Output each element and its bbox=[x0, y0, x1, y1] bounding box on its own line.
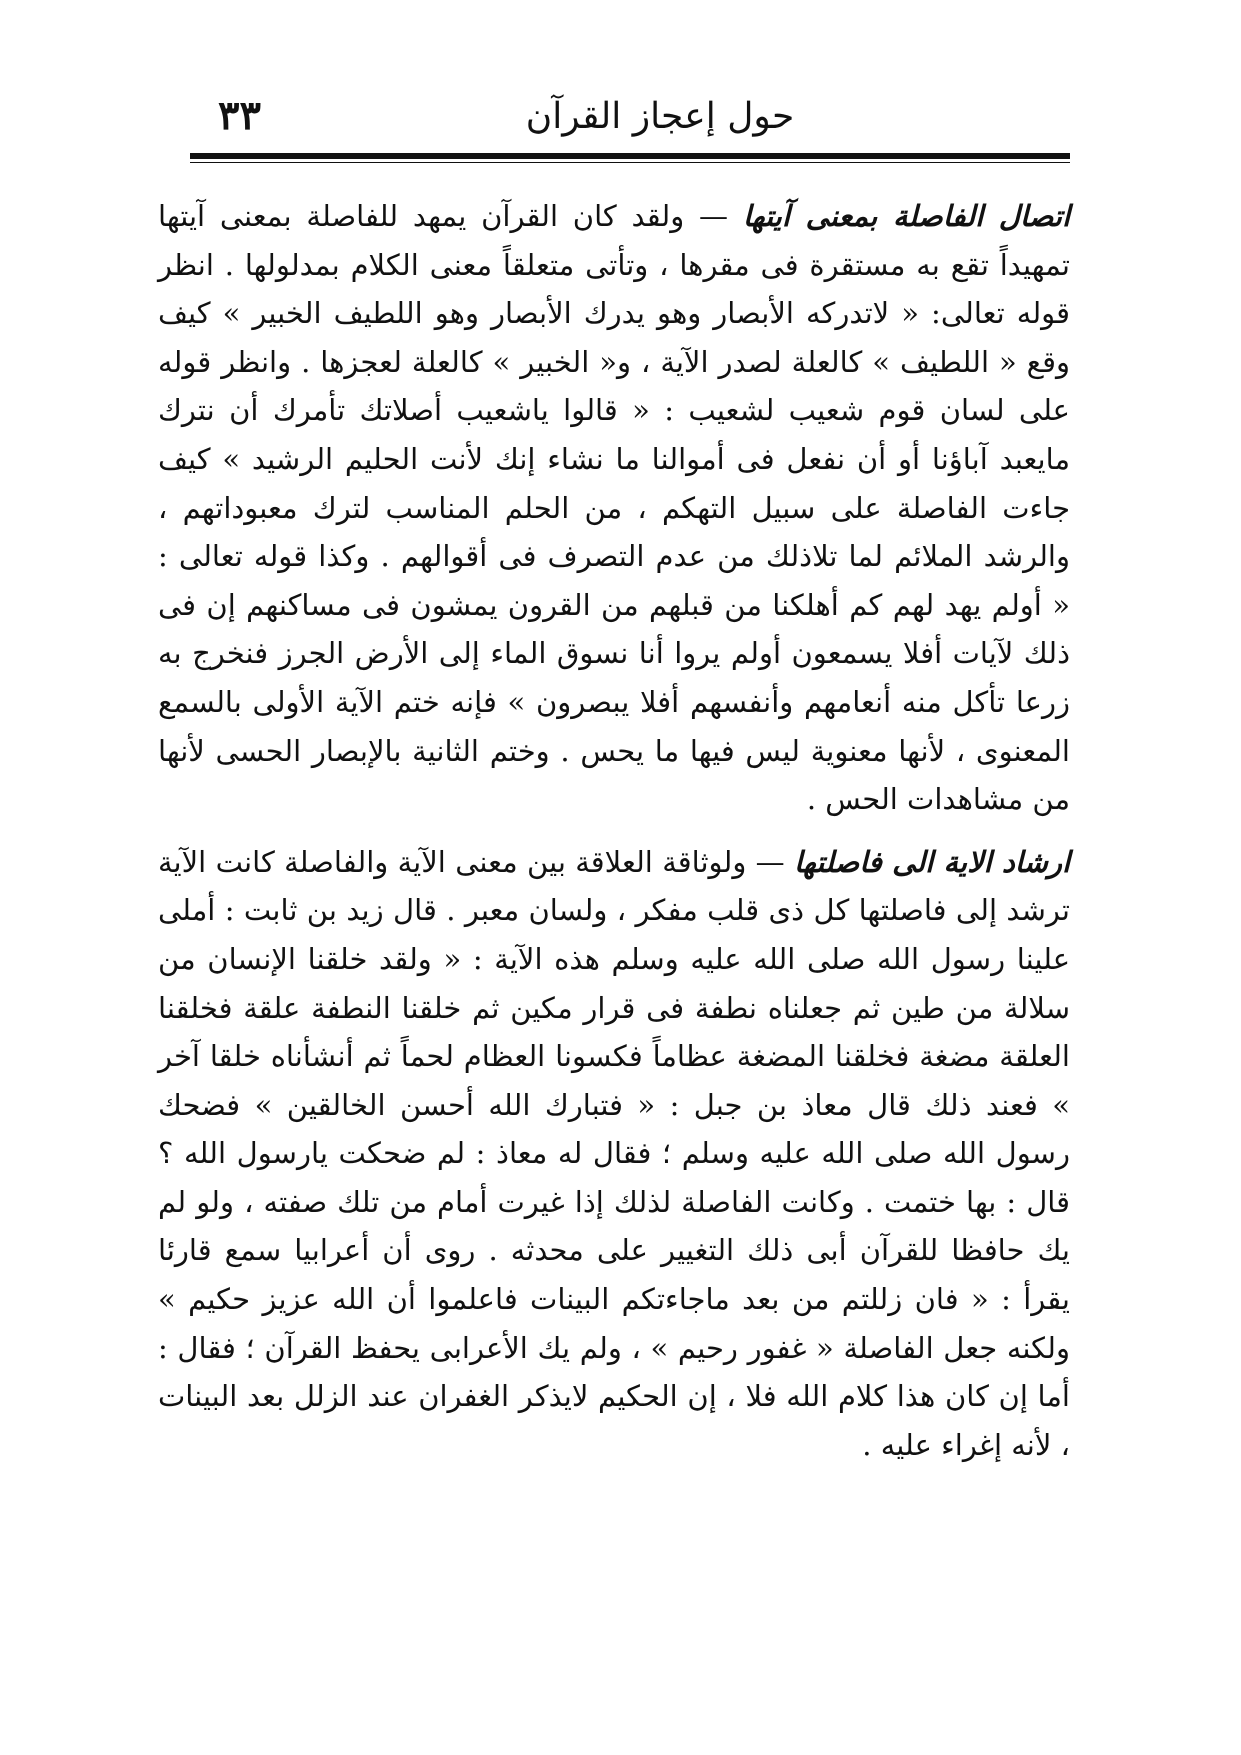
page-header bbox=[190, 90, 1070, 150]
paragraph-section-2 bbox=[158, 838, 1070, 1470]
section-heading-2: ارشاد الاية الى فاصلتها bbox=[794, 844, 1071, 879]
section-text-1: — ولقد كان القرآن يمهد للفاصلة بمعنى آيتها تمهيداً تقع به مستقرة فى مقرها ، وتأتى متعلقاً معنى الكلام بمدلولها . انظر قوله تعالى: « لاتدركه الأبصار وهو يدرك الأبصار وهو اللطيف الخبير » كيف وقع « اللطيف » كالعلة لصدر الآية ، و« الخبير » كالعلة لعجزها . وانظر قوله على لسان قوم شعيب لشعيب : « قالوا ياشعيب أصلاتك تأمرك أن نترك مايعبد آباؤنا أو أن نفعل فى أموالنا ما نشاء إنك لأنت الحليم الرشيد » كيف جاءت الفاصلة على سبيل التهكم ، من الحلم المناسب لترك معبوداتهم ، والرشد الملائم لما تلاذلك من عدم التصرف فى أقوالهم . وكذا قوله تعالى : « أولم يهد لهم كم أهلكنا من قبلهم من القرون يمشون فى مساكنهم إن فى ذلك لآيات أفلا يسمعون أولم يروا أنا نسوق الماء إلى الأرض الجرز فنخرج به زرعا تأكل منه أنعامهم وأنفسهم أفلا يبصرون » فإنه ختم الآية الأولى بالسمع المعنوى ، لأنها معنوية ليس فيها ما يحس . وختم الثانية بالإبصار الحسى لأنها من مشاهدات الحس . bbox=[158, 199, 1070, 817]
section-heading-1: اتصال الفاصلة بمعنى آيتها bbox=[742, 199, 1070, 233]
body-text bbox=[158, 192, 1070, 1469]
header-rule-thick bbox=[190, 153, 1070, 159]
header-rule-thin bbox=[190, 162, 1070, 163]
paragraph-section-1 bbox=[158, 192, 1070, 824]
page-number: ٣٣ bbox=[218, 92, 261, 139]
section-text-2: — ولوثاقة العلاقة بين معنى الآية والفاصلة كانت الآية ترشد إلى فاصلتها كل ذى قلب مفكر ، ولسان معبر . قال زيد بن ثابت : أملى علينا رسول الله صلى الله عليه وسلم هذه الآية : « ولقد خلقنا الإنسان من سلالة من طين ثم جعلناه نطفة فى قرار مكين ثم خلقنا النطفة علقة فخلقنا العلقة مضغة فخلقنا المضغة عظاماً فكسونا العظام لحماً ثم أنشأناه خلقا آخر » فعند ذلك قال معاذ بن جبل : « فتبارك الله أحسن الخالقين » فضحك رسول الله صلى الله عليه وسلم ؛ فقال له معاذ : لم ضحكت يارسول الله ؟ قال : بها ختمت . وكانت الفاصلة لذلك إذا غيرت أمام من تلك صفته ، ولو لم يك حافظا للقرآن أبى ذلك التغيير على محدثه . روى أن أعرابيا سمع قارئا يقرأ : « فان زللتم من بعد ماجاءتكم البينات فاعلموا أن الله عزيز حكيم » ولكنه جعل الفاصلة « غفور رحيم » ، ولم يك الأعرابى يحفظ القرآن ؛ فقال : أما إن كان هذا كلام الله فلا ، إن الحكيم لايذكر الغفران عند الزلل بعد البينات ، لأنه إغراء عليه . bbox=[158, 844, 1070, 1462]
running-title: حول إعجاز القرآن bbox=[525, 96, 795, 137]
